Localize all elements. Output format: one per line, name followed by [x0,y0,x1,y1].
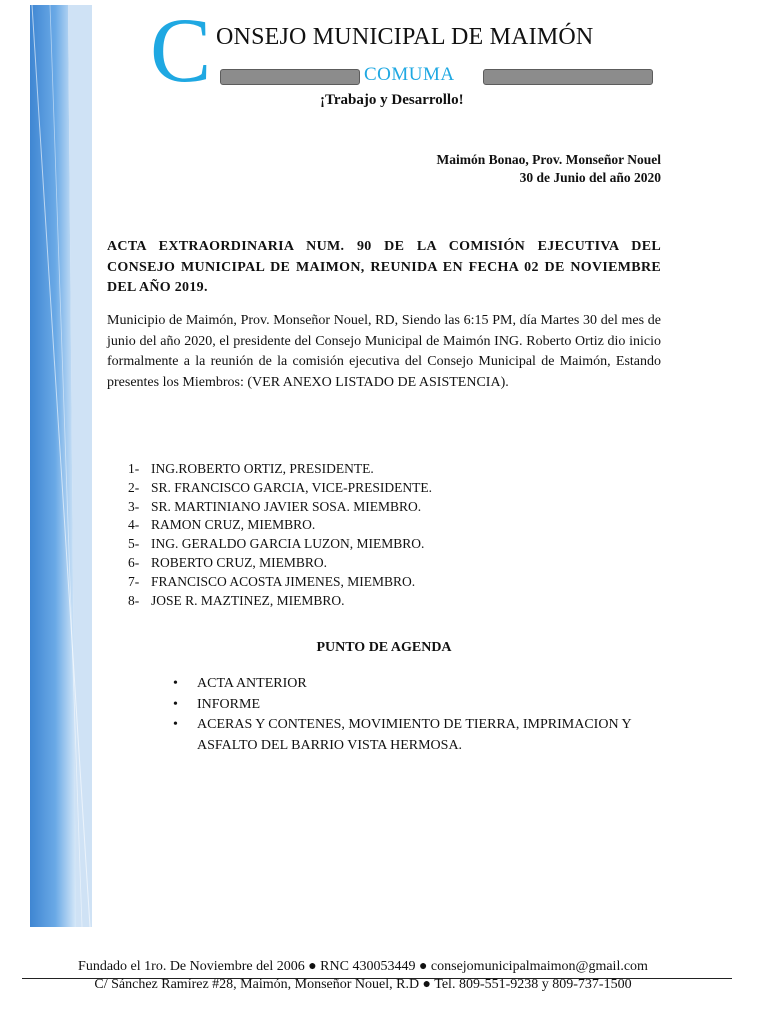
list-item: 5- ING. GERALDO GARCIA LUZON, MIEMBRO. [128,536,425,552]
letterhead [150,0,670,108]
bullet-icon: • [173,676,178,691]
list-item: 1- ING.ROBERTO ORTIZ, PRESIDENTE. [128,461,374,476]
agenda-list [173,674,663,756]
bullet-icon: • [173,717,178,732]
list-item: • INFORME [173,695,663,716]
bullet-icon: • [173,696,178,712]
motto: ¡Trabajo y Desarrollo! [320,92,464,108]
list-item: 4- RAMON CRUZ, MIEMBRO. [128,517,316,533]
document-title: ACTA EXTRAORDINARIA NUM. 90 DE LA COMISIÓN EJECUTIVA DEL CONSEJO MUNICIPAL DE MAIMON, REUNIDA EN FECHA 02 DE NOVIEMBRE DEL AÑO 2019. [107,239,661,295]
list-item: • ACERAS Y CONTENES, MOVIMIENTO DE TIERRA, IMPRIMACION Y ASFALTO DEL BARRIO VISTA HERMOSA. [173,717,632,753]
letterhead-bar-right [483,69,653,85]
logo-initial: C [150,0,212,101]
decorative-side-band [30,5,92,927]
footer-line-1: Fundado el 1ro. De Noviembre del 2006 ● RNC 430053449 ● consejomunicipalmaimon@gmail.com [78,959,648,974]
members-list [128,460,432,610]
place-date-block [436,151,661,187]
list-item: • ACTA ANTERIOR [173,674,663,695]
list-item: 2- SR. FRANCISCO GARCIA, VICE-PRESIDENTE. [128,479,433,495]
letterhead-bar-left [220,69,360,85]
list-item: 3- SR. MARTINIANO JAVIER SOSA. MIEMBRO. [128,498,422,514]
organization-name: ONSEJO MUNICIPAL DE MAIMÓN [216,24,594,50]
list-item: 7- FRANCISCO ACOSTA JIMENES, MIEMBRO. [128,573,416,589]
intro-paragraph: Municipio de Maimón, Prov. Monseñor Nouel, RD, Siendo las 6:15 PM, día Martes 30 del mes de junio del año 2020, el presidente del Consejo Municipal de Maimón ING. Roberto Ortiz dio inicio formalmente a la reunión de la comisión ejecutiva del Consejo Municipal de Maimón, Estando presentes los Miembros: (VER ANEXO LISTADO DE ASISTENCIA). [107,313,661,390]
date: 30 de Junio del año 2020 [519,170,661,185]
list-item: 8- JOSE R. MAZTINEZ, MIEMBRO. [128,592,345,608]
agenda-heading: PUNTO DE AGENDA [316,640,452,655]
organization-acronym: COMUMA [364,64,455,85]
place: Maimón Bonao, Prov. Monseñor Nouel [436,152,661,167]
list-item: 6- ROBERTO CRUZ, MIEMBRO. [128,554,327,570]
footer-line-2: C/ Sánchez Ramírez #28, Maimón, Monseñor Nouel, R.D ● Tel. 809-551-9238 y 809-737-1500 [94,977,632,992]
